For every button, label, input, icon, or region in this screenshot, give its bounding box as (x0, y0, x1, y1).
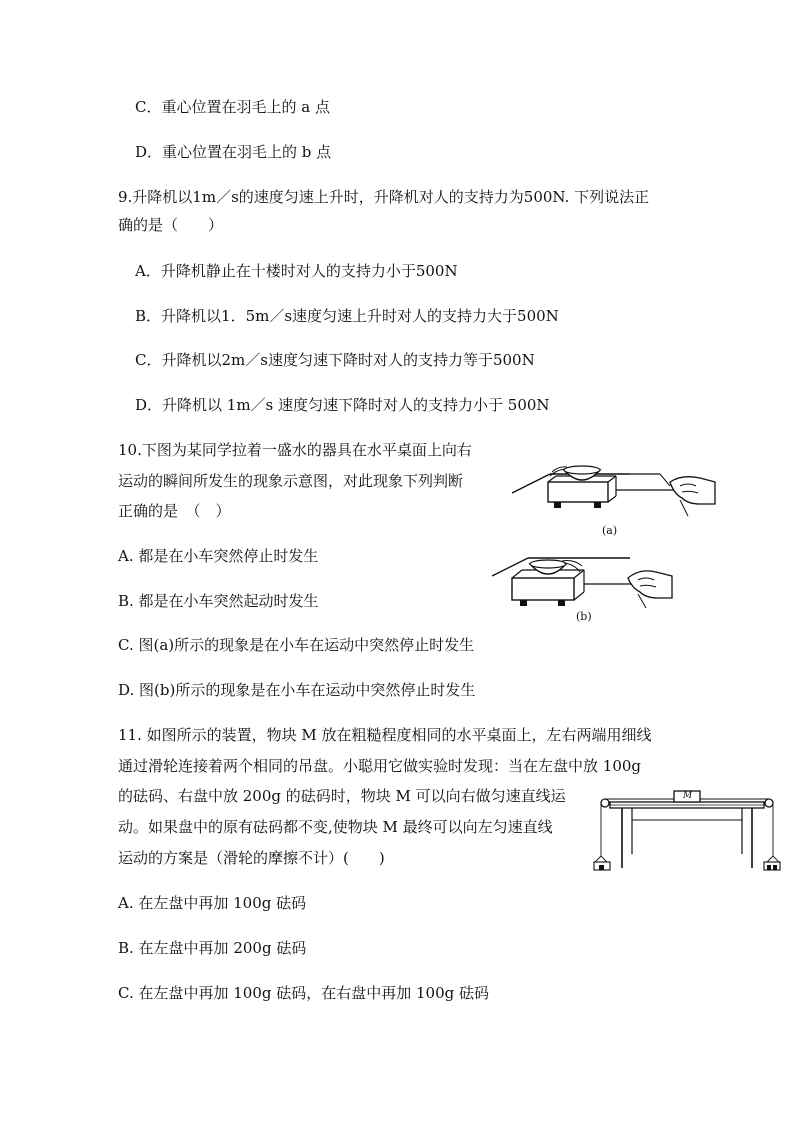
q11-option-b: B. 在左盘中再加 200g 砝码 (118, 939, 307, 957)
figure-pulley-table (592, 786, 782, 878)
q8-option-d: D．重心位置在羽毛上的 b 点 (135, 143, 332, 161)
q11-stem-line-1: 11. 如图所示的装置，物块 M 放在粗糙程度相同的水平桌面上，左右两端用细线 (118, 726, 652, 744)
q11-stem-line-2: 通过滑轮连接着两个相同的吊盘。小聪用它做实验时发现：当在左盘中放 100g (118, 757, 642, 775)
q10-option-d: D. 图(b)所示的现象是在小车在运动中突然停止时发生 (118, 681, 476, 699)
q11-stem-line-4: 动。如果盘中的原有砝码都不变,使物块 M 最终可以向左匀速直线 (118, 818, 553, 836)
q10-stem-line-2: 运动的瞬间所发生的现象示意图，对此现象下列判断 (118, 472, 464, 490)
q10-option-b: B. 都是在小车突然起动时发生 (118, 592, 319, 610)
q9-option-c: C．升降机以2m／s速度匀速下降时对人的支持力等于500N (135, 351, 535, 369)
q11-option-c: C. 在左盘中再加 100g 砝码，在右盘中再加 100g 砝码 (118, 984, 490, 1002)
q9-option-a: A．升降机静止在十楼时对人的支持力小于500N (135, 262, 458, 280)
q8-option-c: C．重心位置在羽毛上的 a 点 (135, 98, 330, 116)
q11-stem-line-3: 的砝码、右盘中放 200g 的砝码时，物块 M 可以向右做匀速直线运 (118, 787, 566, 805)
q9-stem-line-2: 确的是（ ） (118, 216, 224, 234)
q9-option-b: B．升降机以1．5m／s速度匀速上升时对人的支持力大于500N (135, 307, 559, 325)
q10-stem-line-3: 正确的是 （ ） (118, 502, 231, 520)
q9-option-d: D．升降机以 1m／s 速度匀速下降时对人的支持力小于 500N (135, 396, 550, 414)
figure-b-label: (b) (576, 610, 592, 623)
figure-a-label: (a) (602, 524, 618, 537)
q10-option-c: C. 图(a)所示的现象是在小车在运动中突然停止时发生 (118, 636, 475, 654)
figure-b (490, 548, 680, 628)
figure-a (510, 460, 720, 540)
q9-stem-line-1: 9.升降机以1m／s的速度匀速上升时，升降机对人的支持力为500N. 下列说法正 (118, 188, 650, 206)
q11-stem-line-5: 运动的方案是（滑轮的摩擦不计）( ) (118, 849, 385, 867)
q10-option-a: A. 都是在小车突然停止时发生 (118, 547, 319, 565)
block-m-label: M (683, 791, 693, 801)
q11-option-a: A. 在左盘中再加 100g 砝码 (118, 894, 307, 912)
q10-stem-line-1: 10.下图为某同学拉着一盛水的器具在水平桌面上向右 (118, 441, 472, 459)
